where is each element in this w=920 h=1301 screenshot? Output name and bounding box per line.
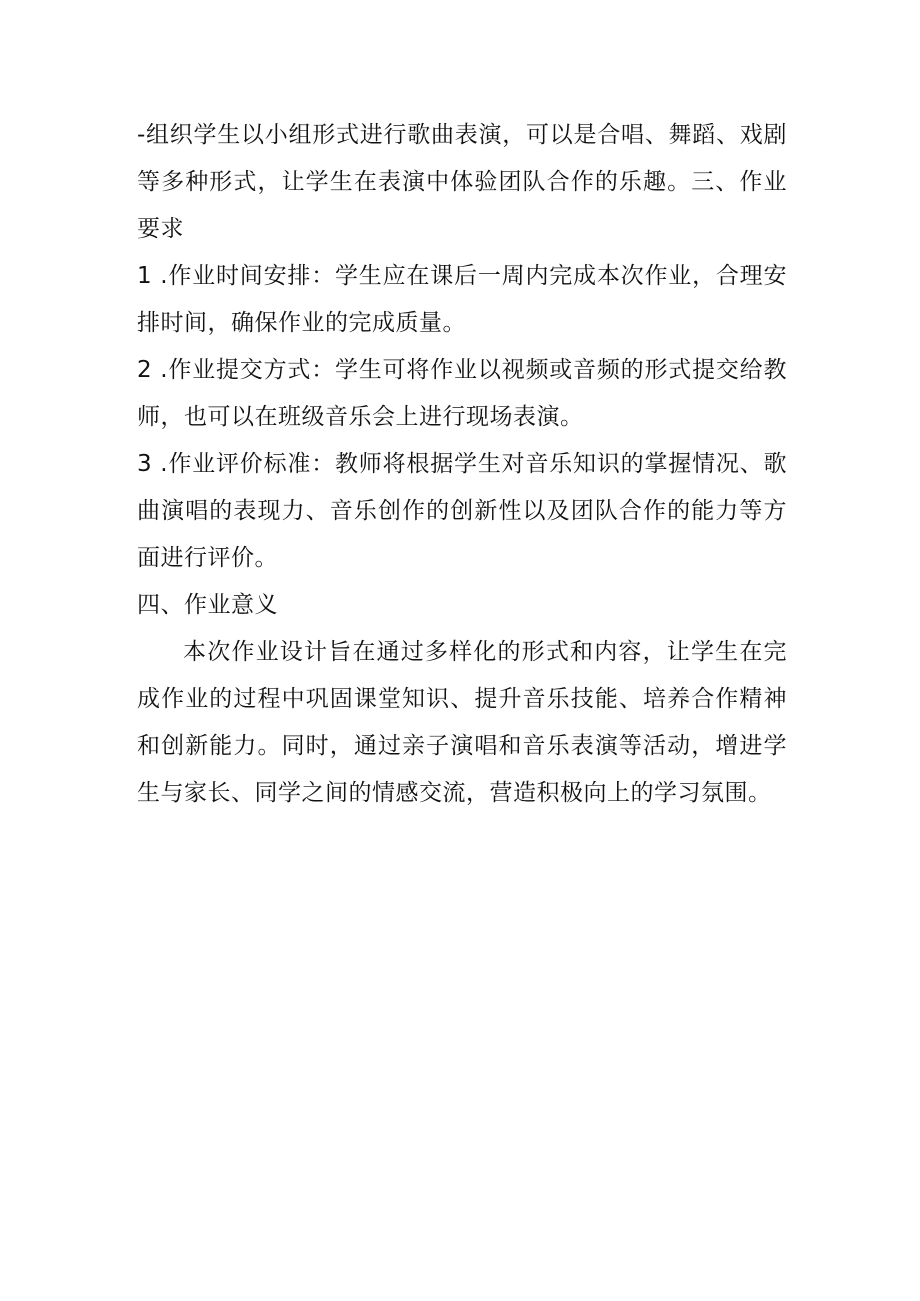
- paragraph-significance: 本次作业设计旨在通过多样化的形式和内容，让学生在完成作业的过程中巩固课堂知识、提升音乐技能、培养合作精神和创新能力。同时，通过亲子演唱和音乐表演等活动，增进学生与家长、同学之间的情感交流，营造积极向上的学习氛围。: [137, 639, 787, 806]
- paragraph-group-performance: -组织学生以小组形式进行歌曲表演，可以是合唱、舞蹈、戏剧等多种形式，让学生在表演中体验团队合作的乐趣。三、作业要求: [137, 122, 787, 242]
- paragraph-time-arrangement: 1 .作业时间安排：学生应在课后一周内完成本次作业，合理安排时间，确保作业的完成质量。: [137, 263, 787, 336]
- document-body: [137, 112, 787, 817]
- paragraph-evaluation-criteria: 3 .作业评价标准：教师将根据学生对音乐知识的掌握情况、歌曲演唱的表现力、音乐创作的创新性以及团队合作的能力等方面进行评价。: [137, 451, 787, 571]
- paragraph-submission-method: 2 .作业提交方式：学生可将作业以视频或音频的形式提交给教师，也可以在班级音乐会上进行现场表演。: [137, 357, 787, 430]
- section-heading-significance: 四、作业意义: [137, 592, 278, 618]
